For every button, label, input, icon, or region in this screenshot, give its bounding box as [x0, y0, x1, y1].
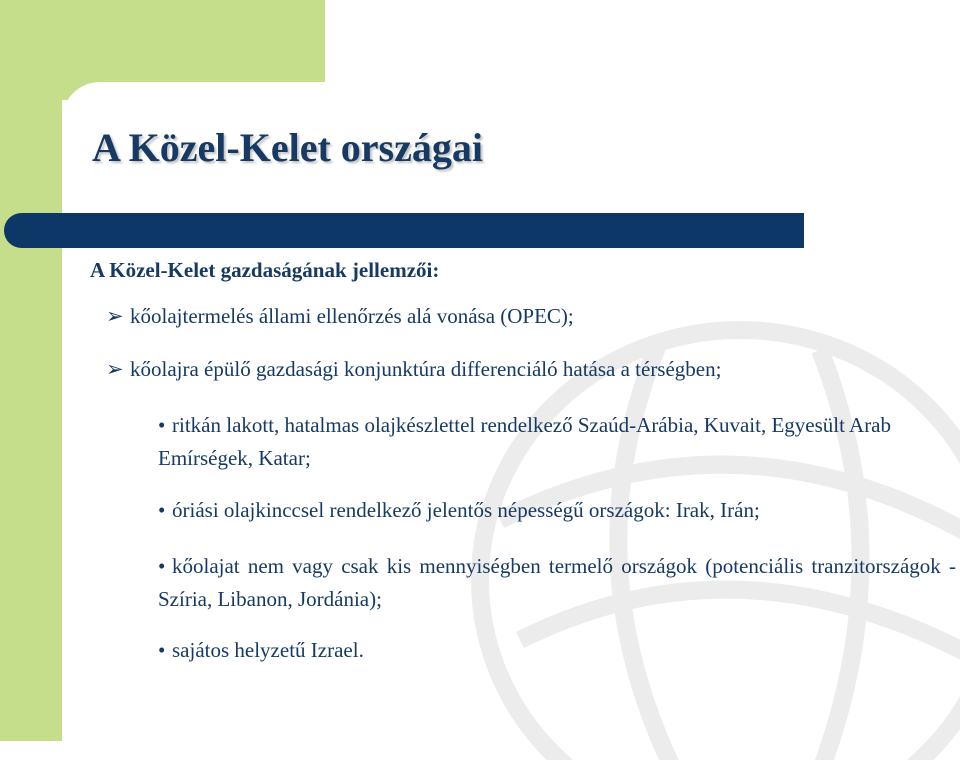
bullet-list-item: [158, 550, 956, 616]
arrow-list-item: [106, 357, 721, 382]
bullet-dot-icon: •: [158, 413, 166, 437]
arrow-list-item: [106, 304, 574, 329]
bullet-dot-icon: •: [158, 498, 166, 522]
section-subheading: A Közel-Kelet gazdaságának jellemzői:: [90, 258, 440, 282]
arrow-item-text: kőolajra épülő gazdasági konjunktúra differenciáló hatása a térségben;: [130, 357, 722, 381]
bullet-list-item: [158, 494, 956, 527]
bullet-item-text: ritkán lakott, hatalmas olajkészlettel rendelkező Szaúd-Arábia, Kuvait, Egyesült Arab Emírségek, Katar;: [158, 413, 892, 470]
arrow-bullet-icon: ➢: [106, 304, 124, 328]
bullet-dot-icon: •: [158, 554, 166, 578]
bullet-list-item: [158, 634, 956, 667]
title-divider-bar: [4, 213, 804, 248]
bullet-item-text: sajátos helyzetű Izrael.: [172, 638, 364, 662]
bullet-item-text: kőolajat nem vagy csak kis mennyiségben termelő országok (potenciális tranzitországok - Szíria, Libanon, Jordánia);: [158, 554, 956, 611]
arrow-bullet-icon: ➢: [106, 357, 124, 381]
bullet-list-item: [158, 409, 956, 475]
bullet-dot-icon: •: [158, 638, 166, 662]
left-green-band: [0, 0, 62, 741]
slide-title: A Közel-Kelet országai: [92, 125, 483, 170]
arrow-item-text: kőolajtermelés állami ellenőrzés alá vonása (OPEC);: [130, 304, 574, 328]
bullet-item-text: óriási olajkinccsel rendelkező jelentős népességű országok: Irak, Irán;: [172, 498, 760, 522]
